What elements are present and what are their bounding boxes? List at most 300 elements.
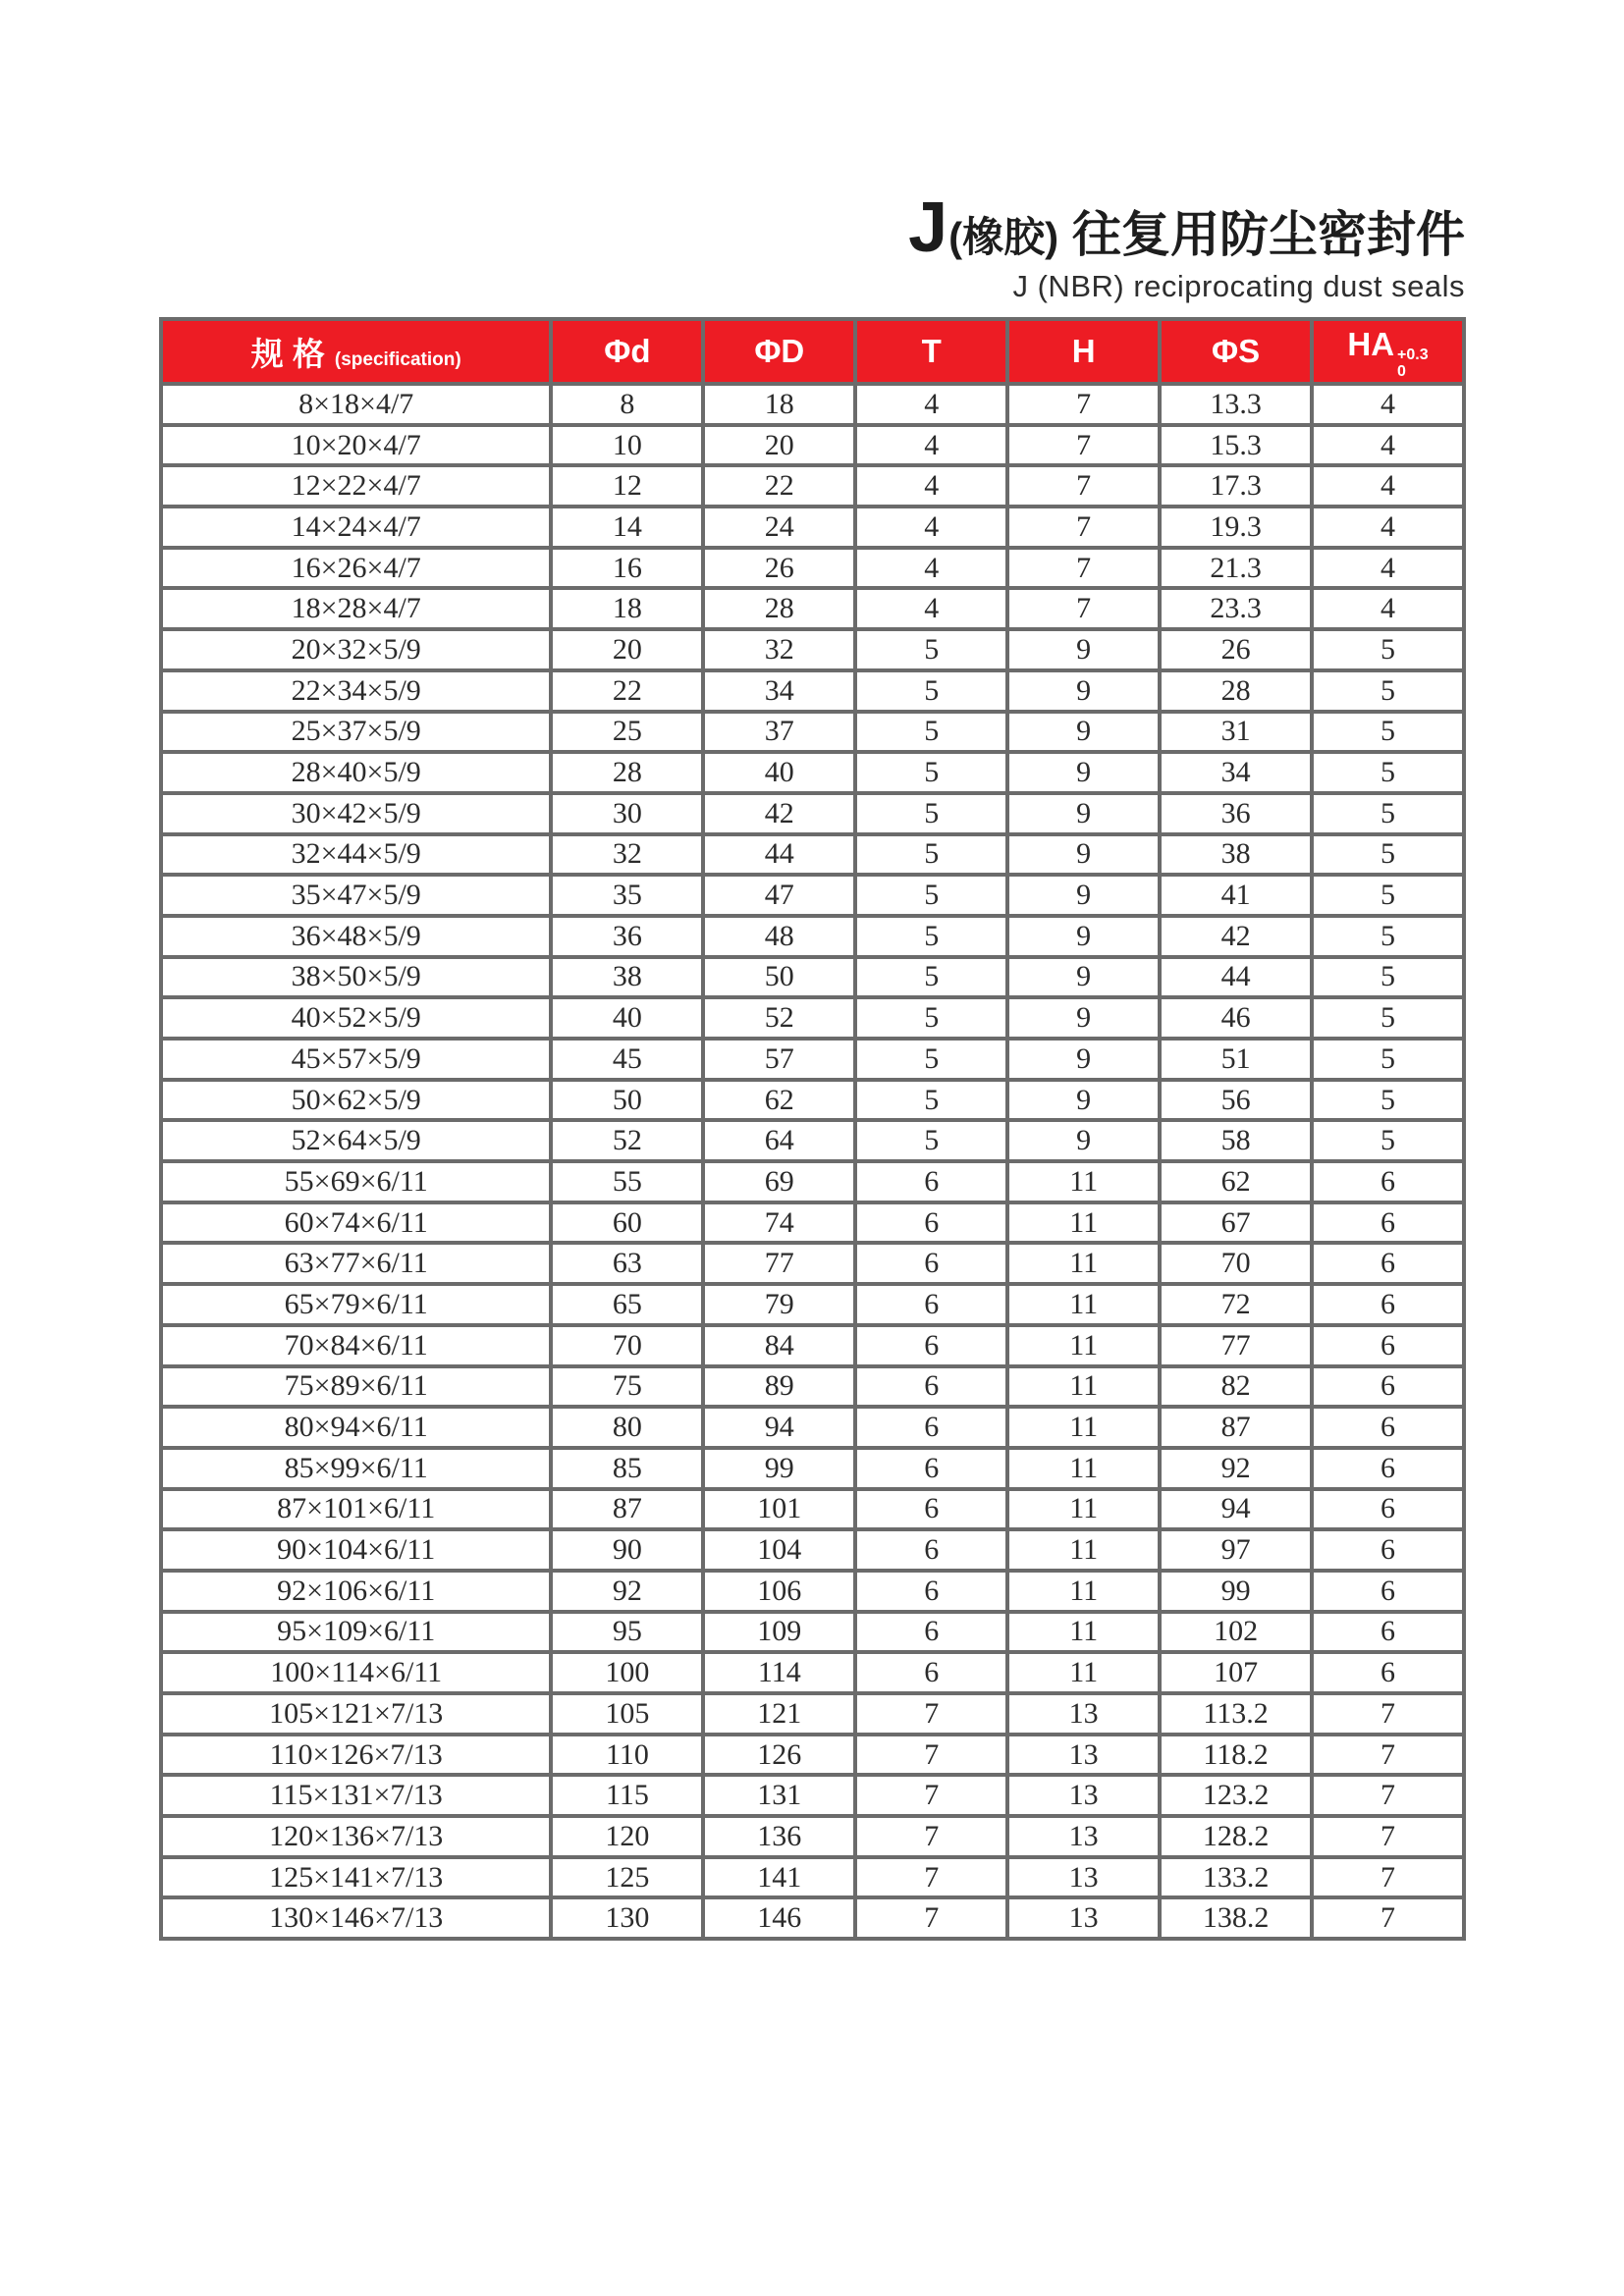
ha-cell: 5: [1312, 712, 1464, 753]
h-cell: 9: [1007, 997, 1160, 1039]
phi-d-cell: 120: [551, 1816, 703, 1857]
phi-D-cell: 40: [703, 752, 855, 793]
ha-cell: 5: [1312, 1080, 1464, 1121]
spec-cell: 55×69×6/11: [161, 1161, 551, 1202]
spec-cell: 14×24×4/7: [161, 507, 551, 548]
h-cell: 7: [1007, 384, 1160, 425]
ha-cell: 6: [1312, 1407, 1464, 1448]
t-cell: 6: [855, 1448, 1007, 1489]
t-cell: 5: [855, 793, 1007, 834]
spec-cell: 10×20×4/7: [161, 425, 551, 466]
table-row: [161, 1571, 1464, 1612]
col-header-h: H: [1007, 319, 1160, 384]
t-cell: 6: [855, 1284, 1007, 1325]
t-cell: 6: [855, 1202, 1007, 1244]
h-cell: 9: [1007, 629, 1160, 670]
t-cell: 7: [855, 1857, 1007, 1898]
spec-cell: 20×32×5/9: [161, 629, 551, 670]
spec-cell: 100×114×6/11: [161, 1652, 551, 1693]
phi-D-cell: 109: [703, 1612, 855, 1653]
phi-D-cell: 114: [703, 1652, 855, 1693]
spec-cell: 70×84×6/11: [161, 1325, 551, 1366]
phi-s-cell: 19.3: [1160, 507, 1312, 548]
ha-cell: 6: [1312, 1161, 1464, 1202]
h-cell: 9: [1007, 957, 1160, 998]
phi-s-cell: 138.2: [1160, 1897, 1312, 1939]
phi-d-cell: 32: [551, 834, 703, 876]
phi-D-cell: 34: [703, 670, 855, 712]
col-header-phi-D: ΦD: [703, 319, 855, 384]
h-cell: 11: [1007, 1284, 1160, 1325]
phi-s-cell: 94: [1160, 1489, 1312, 1530]
phi-D-cell: 18: [703, 384, 855, 425]
phi-d-cell: 28: [551, 752, 703, 793]
ha-cell: 5: [1312, 875, 1464, 916]
t-cell: 6: [855, 1489, 1007, 1530]
phi-s-cell: 36: [1160, 793, 1312, 834]
spec-cell: 110×126×7/13: [161, 1735, 551, 1776]
table-row: [161, 1284, 1464, 1325]
phi-s-cell: 99: [1160, 1571, 1312, 1612]
phi-d-cell: 10: [551, 425, 703, 466]
spec-cell: 36×48×5/9: [161, 916, 551, 957]
ha-cell: 4: [1312, 588, 1464, 629]
phi-d-cell: 16: [551, 548, 703, 589]
table-row: [161, 1366, 1464, 1408]
phi-d-cell: 60: [551, 1202, 703, 1244]
h-cell: 11: [1007, 1652, 1160, 1693]
ha-cell: 5: [1312, 629, 1464, 670]
phi-s-cell: 82: [1160, 1366, 1312, 1408]
ha-cell: 6: [1312, 1612, 1464, 1653]
t-cell: 5: [855, 1080, 1007, 1121]
phi-s-cell: 15.3: [1160, 425, 1312, 466]
phi-s-cell: 13.3: [1160, 384, 1312, 425]
ha-cell: 5: [1312, 834, 1464, 876]
table-row: [161, 1529, 1464, 1571]
spec-cell: 85×99×6/11: [161, 1448, 551, 1489]
phi-D-cell: 79: [703, 1284, 855, 1325]
spec-cell: 32×44×5/9: [161, 834, 551, 876]
t-cell: 5: [855, 712, 1007, 753]
phi-D-cell: 146: [703, 1897, 855, 1939]
page-title-prefix: J: [908, 188, 949, 267]
phi-d-cell: 52: [551, 1120, 703, 1161]
t-cell: 4: [855, 588, 1007, 629]
spec-cell: 75×89×6/11: [161, 1366, 551, 1408]
table-row: [161, 548, 1464, 589]
phi-s-cell: 46: [1160, 997, 1312, 1039]
h-cell: 13: [1007, 1775, 1160, 1816]
spec-cell: 125×141×7/13: [161, 1857, 551, 1898]
table-row: [161, 1448, 1464, 1489]
table-row: [161, 1202, 1464, 1244]
phi-D-cell: 57: [703, 1039, 855, 1080]
spec-cell: 40×52×5/9: [161, 997, 551, 1039]
ha-cell: 4: [1312, 548, 1464, 589]
col-header-spec-sublabel: (specification): [334, 348, 461, 370]
h-cell: 13: [1007, 1857, 1160, 1898]
h-cell: 9: [1007, 1080, 1160, 1121]
ha-cell: 5: [1312, 670, 1464, 712]
phi-s-cell: 123.2: [1160, 1775, 1312, 1816]
phi-D-cell: 69: [703, 1161, 855, 1202]
table-row: [161, 1652, 1464, 1693]
phi-s-cell: 128.2: [1160, 1816, 1312, 1857]
phi-d-cell: 18: [551, 588, 703, 629]
table-row: [161, 507, 1464, 548]
t-cell: 5: [855, 1120, 1007, 1161]
phi-d-cell: 125: [551, 1857, 703, 1898]
page-title-main: 往复用防尘密封件: [1058, 207, 1465, 262]
t-cell: 4: [855, 465, 1007, 507]
spec-cell: 92×106×6/11: [161, 1571, 551, 1612]
phi-D-cell: 50: [703, 957, 855, 998]
ha-cell: 5: [1312, 752, 1464, 793]
t-cell: 4: [855, 384, 1007, 425]
table-row: [161, 1735, 1464, 1776]
phi-D-cell: 131: [703, 1775, 855, 1816]
page-title: [908, 188, 1465, 267]
spec-table: [159, 317, 1466, 1941]
ha-cell: 5: [1312, 957, 1464, 998]
ha-cell: 5: [1312, 793, 1464, 834]
phi-d-cell: 25: [551, 712, 703, 753]
h-cell: 11: [1007, 1366, 1160, 1408]
table-row: [161, 1775, 1464, 1816]
table-row: [161, 1897, 1464, 1939]
table-row: [161, 629, 1464, 670]
phi-s-cell: 51: [1160, 1039, 1312, 1080]
phi-s-cell: 44: [1160, 957, 1312, 998]
ha-cell: 5: [1312, 1039, 1464, 1080]
h-cell: 13: [1007, 1897, 1160, 1939]
phi-d-cell: 38: [551, 957, 703, 998]
t-cell: 6: [855, 1612, 1007, 1653]
h-cell: 11: [1007, 1243, 1160, 1284]
ha-cell: 7: [1312, 1816, 1464, 1857]
ha-tolerance: [1397, 347, 1429, 381]
phi-D-cell: 104: [703, 1529, 855, 1571]
h-cell: 9: [1007, 752, 1160, 793]
table-row: [161, 1161, 1464, 1202]
spec-cell: 80×94×6/11: [161, 1407, 551, 1448]
ha-cell: 6: [1312, 1571, 1464, 1612]
t-cell: 7: [855, 1735, 1007, 1776]
ha-cell: 7: [1312, 1857, 1464, 1898]
table-row: [161, 1816, 1464, 1857]
col-header-phi-s: ΦS: [1160, 319, 1312, 384]
phi-d-cell: 105: [551, 1693, 703, 1735]
phi-s-cell: 92: [1160, 1448, 1312, 1489]
col-header-spec: [161, 319, 551, 384]
table-row: [161, 1489, 1464, 1530]
phi-s-cell: 113.2: [1160, 1693, 1312, 1735]
h-cell: 11: [1007, 1448, 1160, 1489]
h-cell: 7: [1007, 507, 1160, 548]
spec-cell: 87×101×6/11: [161, 1489, 551, 1530]
t-cell: 7: [855, 1897, 1007, 1939]
h-cell: 9: [1007, 670, 1160, 712]
table-row: [161, 957, 1464, 998]
phi-d-cell: 85: [551, 1448, 703, 1489]
ha-cell: 6: [1312, 1202, 1464, 1244]
spec-cell: 115×131×7/13: [161, 1775, 551, 1816]
ha-cell: 6: [1312, 1652, 1464, 1693]
t-cell: 7: [855, 1816, 1007, 1857]
h-cell: 9: [1007, 916, 1160, 957]
spec-cell: 130×146×7/13: [161, 1897, 551, 1939]
col-header-phi-d: Φd: [551, 319, 703, 384]
phi-D-cell: 28: [703, 588, 855, 629]
phi-d-cell: 14: [551, 507, 703, 548]
phi-s-cell: 42: [1160, 916, 1312, 957]
phi-d-cell: 20: [551, 629, 703, 670]
ha-cell: 7: [1312, 1775, 1464, 1816]
phi-D-cell: 99: [703, 1448, 855, 1489]
phi-d-cell: 70: [551, 1325, 703, 1366]
table-row: [161, 1325, 1464, 1366]
table-row: [161, 752, 1464, 793]
table-row: [161, 1120, 1464, 1161]
ha-cell: 6: [1312, 1366, 1464, 1408]
table-row: [161, 793, 1464, 834]
table-row: [161, 1039, 1464, 1080]
spec-cell: 63×77×6/11: [161, 1243, 551, 1284]
table-body: [161, 384, 1464, 1939]
table-row: [161, 875, 1464, 916]
spec-cell: 8×18×4/7: [161, 384, 551, 425]
table-row: [161, 1693, 1464, 1735]
t-cell: 5: [855, 1039, 1007, 1080]
h-cell: 9: [1007, 875, 1160, 916]
phi-D-cell: 47: [703, 875, 855, 916]
phi-d-cell: 115: [551, 1775, 703, 1816]
table-row: [161, 712, 1464, 753]
ha-cell: 6: [1312, 1325, 1464, 1366]
col-header-spec-label: 规 格: [250, 335, 325, 372]
h-cell: 7: [1007, 588, 1160, 629]
phi-s-cell: 17.3: [1160, 465, 1312, 507]
h-cell: 9: [1007, 712, 1160, 753]
t-cell: 4: [855, 507, 1007, 548]
phi-s-cell: 70: [1160, 1243, 1312, 1284]
t-cell: 6: [855, 1652, 1007, 1693]
page-header: [908, 188, 1465, 303]
phi-s-cell: 102: [1160, 1612, 1312, 1653]
phi-s-cell: 58: [1160, 1120, 1312, 1161]
phi-s-cell: 23.3: [1160, 588, 1312, 629]
phi-d-cell: 90: [551, 1529, 703, 1571]
spec-cell: 120×136×7/13: [161, 1816, 551, 1857]
spec-cell: 25×37×5/9: [161, 712, 551, 753]
phi-s-cell: 21.3: [1160, 548, 1312, 589]
table-row: [161, 1243, 1464, 1284]
col-header-t: T: [855, 319, 1007, 384]
h-cell: 9: [1007, 834, 1160, 876]
h-cell: 7: [1007, 465, 1160, 507]
h-cell: 9: [1007, 1120, 1160, 1161]
phi-d-cell: 12: [551, 465, 703, 507]
phi-D-cell: 141: [703, 1857, 855, 1898]
t-cell: 5: [855, 670, 1007, 712]
phi-d-cell: 92: [551, 1571, 703, 1612]
h-cell: 13: [1007, 1816, 1160, 1857]
phi-s-cell: 133.2: [1160, 1857, 1312, 1898]
phi-s-cell: 87: [1160, 1407, 1312, 1448]
phi-D-cell: 74: [703, 1202, 855, 1244]
table-row: [161, 384, 1464, 425]
spec-cell: 105×121×7/13: [161, 1693, 551, 1735]
phi-D-cell: 48: [703, 916, 855, 957]
page-title-paren: (橡胶): [948, 214, 1059, 260]
phi-d-cell: 63: [551, 1243, 703, 1284]
spec-cell: 52×64×5/9: [161, 1120, 551, 1161]
phi-s-cell: 97: [1160, 1529, 1312, 1571]
spec-cell: 38×50×5/9: [161, 957, 551, 998]
phi-D-cell: 89: [703, 1366, 855, 1408]
ha-cell: 4: [1312, 425, 1464, 466]
table-header-row: [161, 319, 1464, 384]
phi-d-cell: 110: [551, 1735, 703, 1776]
phi-d-cell: 80: [551, 1407, 703, 1448]
phi-D-cell: 121: [703, 1693, 855, 1735]
h-cell: 11: [1007, 1612, 1160, 1653]
t-cell: 6: [855, 1161, 1007, 1202]
t-cell: 5: [855, 875, 1007, 916]
ha-cell: 4: [1312, 507, 1464, 548]
phi-d-cell: 22: [551, 670, 703, 712]
ha-cell: 6: [1312, 1284, 1464, 1325]
phi-D-cell: 62: [703, 1080, 855, 1121]
t-cell: 5: [855, 916, 1007, 957]
phi-d-cell: 87: [551, 1489, 703, 1530]
table-row: [161, 834, 1464, 876]
phi-s-cell: 34: [1160, 752, 1312, 793]
ha-cell: 5: [1312, 916, 1464, 957]
phi-D-cell: 32: [703, 629, 855, 670]
h-cell: 13: [1007, 1735, 1160, 1776]
spec-cell: 35×47×5/9: [161, 875, 551, 916]
t-cell: 7: [855, 1775, 1007, 1816]
phi-s-cell: 31: [1160, 712, 1312, 753]
phi-d-cell: 36: [551, 916, 703, 957]
t-cell: 5: [855, 834, 1007, 876]
phi-d-cell: 8: [551, 384, 703, 425]
ha-cell: 4: [1312, 465, 1464, 507]
spec-cell: 45×57×5/9: [161, 1039, 551, 1080]
ha-cell: 7: [1312, 1735, 1464, 1776]
ha-tolerance-upper: +0.3: [1397, 347, 1429, 364]
phi-s-cell: 118.2: [1160, 1735, 1312, 1776]
table-row: [161, 1857, 1464, 1898]
phi-d-cell: 35: [551, 875, 703, 916]
table-row: [161, 425, 1464, 466]
phi-s-cell: 28: [1160, 670, 1312, 712]
phi-D-cell: 24: [703, 507, 855, 548]
phi-d-cell: 130: [551, 1897, 703, 1939]
ha-tolerance-lower: 0: [1397, 363, 1406, 380]
phi-D-cell: 84: [703, 1325, 855, 1366]
t-cell: 6: [855, 1325, 1007, 1366]
table-row: [161, 916, 1464, 957]
h-cell: 11: [1007, 1529, 1160, 1571]
table-row: [161, 1407, 1464, 1448]
t-cell: 5: [855, 629, 1007, 670]
ha-cell: 6: [1312, 1489, 1464, 1530]
spec-cell: 12×22×4/7: [161, 465, 551, 507]
h-cell: 9: [1007, 793, 1160, 834]
t-cell: 5: [855, 752, 1007, 793]
phi-d-cell: 95: [551, 1612, 703, 1653]
spec-cell: 30×42×5/9: [161, 793, 551, 834]
phi-s-cell: 77: [1160, 1325, 1312, 1366]
phi-D-cell: 42: [703, 793, 855, 834]
phi-d-cell: 45: [551, 1039, 703, 1080]
phi-D-cell: 136: [703, 1816, 855, 1857]
t-cell: 6: [855, 1529, 1007, 1571]
phi-s-cell: 41: [1160, 875, 1312, 916]
spec-cell: 18×28×4/7: [161, 588, 551, 629]
phi-D-cell: 101: [703, 1489, 855, 1530]
phi-s-cell: 62: [1160, 1161, 1312, 1202]
phi-s-cell: 72: [1160, 1284, 1312, 1325]
ha-cell: 6: [1312, 1448, 1464, 1489]
t-cell: 6: [855, 1243, 1007, 1284]
table-row: [161, 1080, 1464, 1121]
phi-s-cell: 38: [1160, 834, 1312, 876]
col-header-ha: [1312, 319, 1464, 384]
h-cell: 11: [1007, 1202, 1160, 1244]
ha-cell: 5: [1312, 1120, 1464, 1161]
h-cell: 7: [1007, 425, 1160, 466]
phi-D-cell: 37: [703, 712, 855, 753]
t-cell: 6: [855, 1366, 1007, 1408]
phi-D-cell: 126: [703, 1735, 855, 1776]
h-cell: 11: [1007, 1161, 1160, 1202]
h-cell: 7: [1007, 548, 1160, 589]
table-row: [161, 588, 1464, 629]
ha-cell: 4: [1312, 384, 1464, 425]
spec-cell: 65×79×6/11: [161, 1284, 551, 1325]
t-cell: 7: [855, 1693, 1007, 1735]
ha-cell: 6: [1312, 1243, 1464, 1284]
col-header-ha-label: HA: [1347, 326, 1395, 363]
h-cell: 9: [1007, 1039, 1160, 1080]
ha-cell: 7: [1312, 1693, 1464, 1735]
h-cell: 11: [1007, 1571, 1160, 1612]
spec-cell: 28×40×5/9: [161, 752, 551, 793]
h-cell: 11: [1007, 1407, 1160, 1448]
ha-cell: 7: [1312, 1897, 1464, 1939]
t-cell: 5: [855, 997, 1007, 1039]
spec-cell: 50×62×5/9: [161, 1080, 551, 1121]
phi-D-cell: 26: [703, 548, 855, 589]
page-subtitle: J (NBR) reciprocating dust seals: [1012, 269, 1465, 303]
h-cell: 11: [1007, 1489, 1160, 1530]
phi-D-cell: 44: [703, 834, 855, 876]
table-row: [161, 997, 1464, 1039]
spec-cell: 90×104×6/11: [161, 1529, 551, 1571]
t-cell: 5: [855, 957, 1007, 998]
phi-D-cell: 106: [703, 1571, 855, 1612]
phi-d-cell: 65: [551, 1284, 703, 1325]
ha-cell: 5: [1312, 997, 1464, 1039]
phi-d-cell: 40: [551, 997, 703, 1039]
phi-s-cell: 56: [1160, 1080, 1312, 1121]
spec-cell: 16×26×4/7: [161, 548, 551, 589]
phi-d-cell: 50: [551, 1080, 703, 1121]
